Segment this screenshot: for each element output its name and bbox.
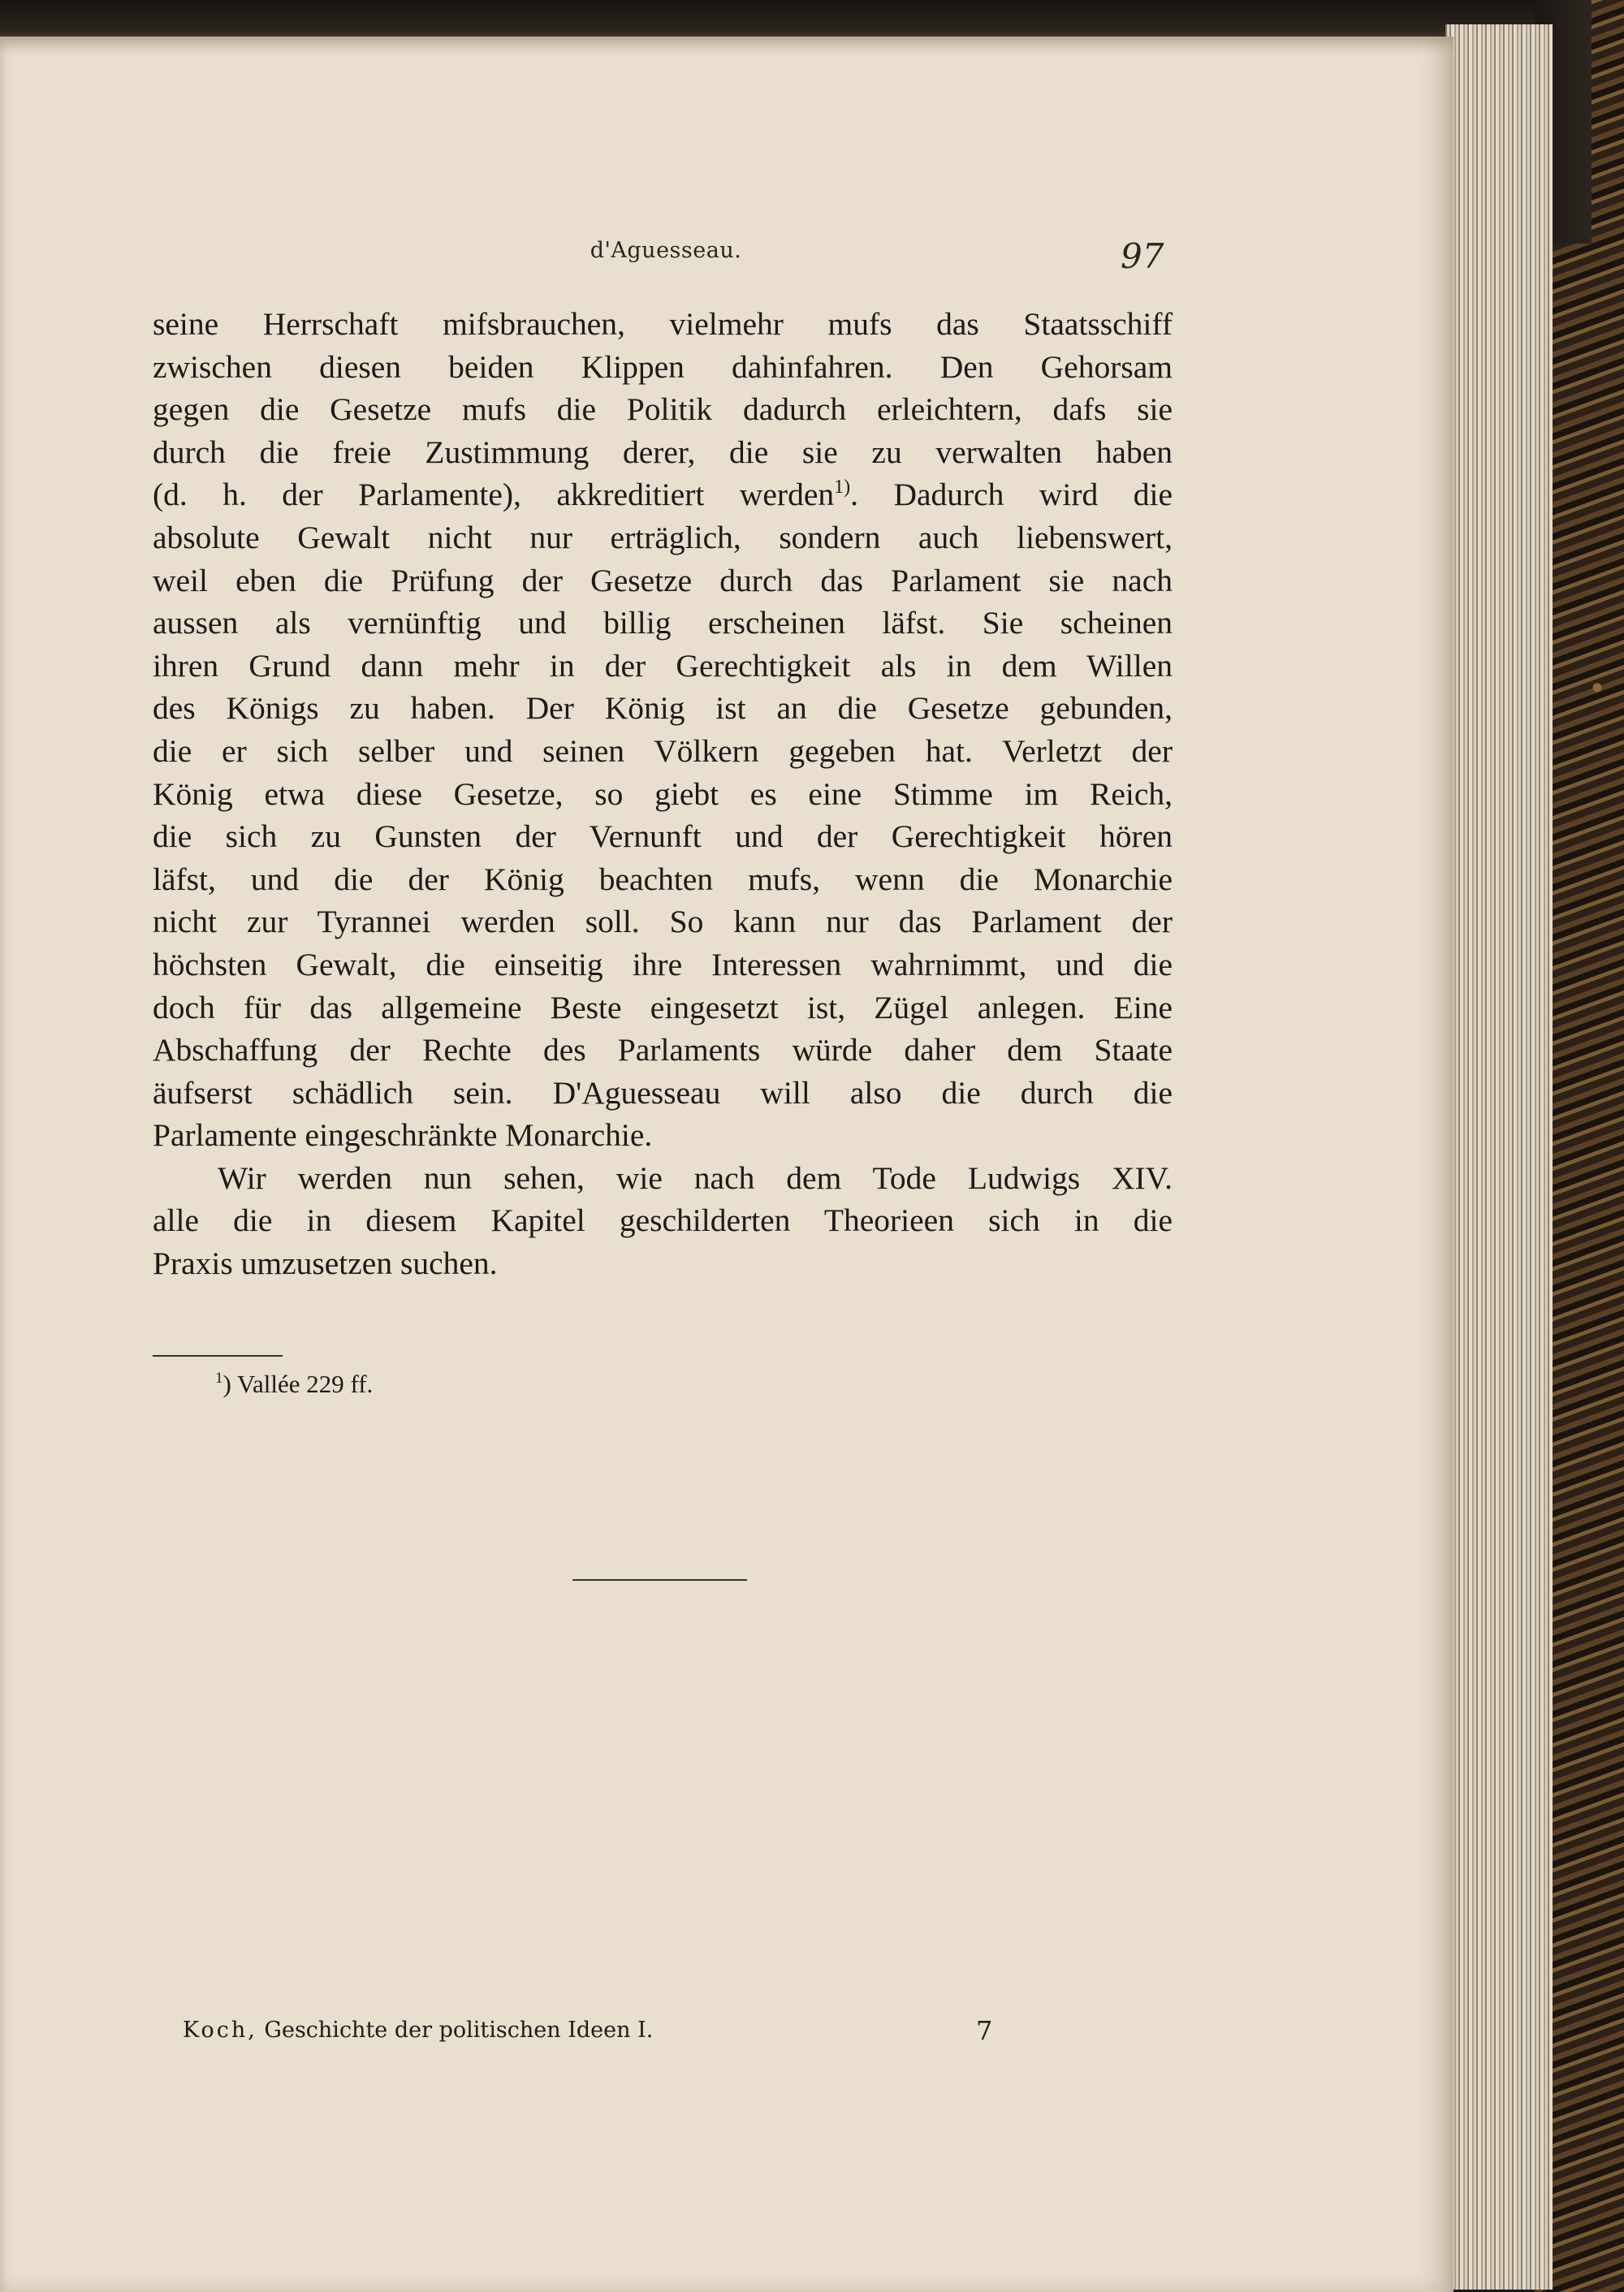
text-line: äufserst schädlich sein. D'Aguesseau will also die durch die — [153, 1074, 1173, 1111]
body-text — [153, 303, 1173, 1285]
text-line: doch für das allgemeine Beste eingesetzt ist, Zügel anlegen. Eine — [153, 989, 1173, 1025]
text-line: höchsten Gewalt, die einseitig ihre Interessen wahrnimmt, und die — [153, 946, 1173, 982]
text-line: Abschaffung der Rechte des Parlaments würde daher dem Staate — [153, 1032, 1173, 1068]
book-page — [0, 37, 1453, 2292]
text-line: weil eben die Prüfung der Gesetze durch das Parlament sie nach — [153, 562, 1173, 598]
signature-author: Koch, — [183, 2018, 257, 2043]
text-line: gegen die Gesetze mufs die Politik dadurch erleichtern, dafs sie — [153, 391, 1173, 428]
text-line: alle die in diesem Kapitel geschilderten Theorieen sich in die — [153, 1202, 1173, 1239]
text-line: Parlamente eingeschränkte Monarchie. — [153, 1117, 653, 1154]
running-head: d'Aguesseau. — [590, 238, 742, 263]
text-line: zwischen diesen beiden Klippen dahinfahren. Den Gehorsam — [153, 348, 1173, 385]
text-line: seine Herrschaft mifsbrauchen, vielmehr mufs das Staatsschiff — [153, 306, 1173, 342]
footnote — [215, 1370, 373, 1399]
text-line: des Königs zu haben. Der König ist an die Gesetze gebunden, — [153, 690, 1173, 727]
text-line: aussen als vernünftig und billig erscheinen läfst. Sie scheinen — [153, 605, 1173, 641]
text-line: durch die freie Zustimmung derer, die sie zu verwalten haben — [153, 434, 1173, 470]
signature-title: Geschichte der politischen Ideen I. — [264, 2018, 654, 2043]
text-line: König etwa diese Gesetze, so giebt es eine Stimme im Reich, — [153, 775, 1173, 812]
text-line: die sich zu Gunsten der Vernunft und der Gerechtigkeit hören — [153, 818, 1173, 855]
text-line: Praxis umzusetzen suchen. — [153, 1245, 498, 1282]
text-line: nicht zur Tyrannei werden soll. So kann nur das Parlament der — [153, 904, 1173, 940]
section-end-rule — [572, 1579, 747, 1581]
signature-number: 7 — [976, 2015, 993, 2046]
text-line: absolute Gewalt nicht nur erträglich, sondern auch liebenswert, — [153, 519, 1173, 555]
text-line: Wir werden nun sehen, wie nach dem Tode Ludwigs XIV. — [218, 1159, 1173, 1196]
page-number: 97 — [1121, 236, 1164, 276]
text-line-with-footnote — [153, 473, 1173, 516]
footnote-number: 1 — [215, 1370, 223, 1387]
printer-signature — [183, 2018, 653, 2043]
text-line: ihren Grund dann mehr in der Gerechtigkeit als in dem Willen — [153, 647, 1173, 684]
stacked-page-edges — [1445, 24, 1553, 2290]
text-line-tail: . Dadurch wird die — [850, 477, 1173, 513]
footnote-marker: 1) — [834, 477, 851, 499]
text-line: läfst, und die der König beachten mufs, wenn die Monarchie — [153, 861, 1173, 897]
text-line: die er sich selber und seinen Völkern gegeben hat. Verletzt der — [153, 732, 1173, 769]
footnote-rule — [153, 1355, 283, 1357]
text-line-head: (d. h. der Parlamente), akkreditiert werden — [153, 477, 835, 513]
footnote-text: ) Vallée 229 ff. — [222, 1370, 374, 1398]
